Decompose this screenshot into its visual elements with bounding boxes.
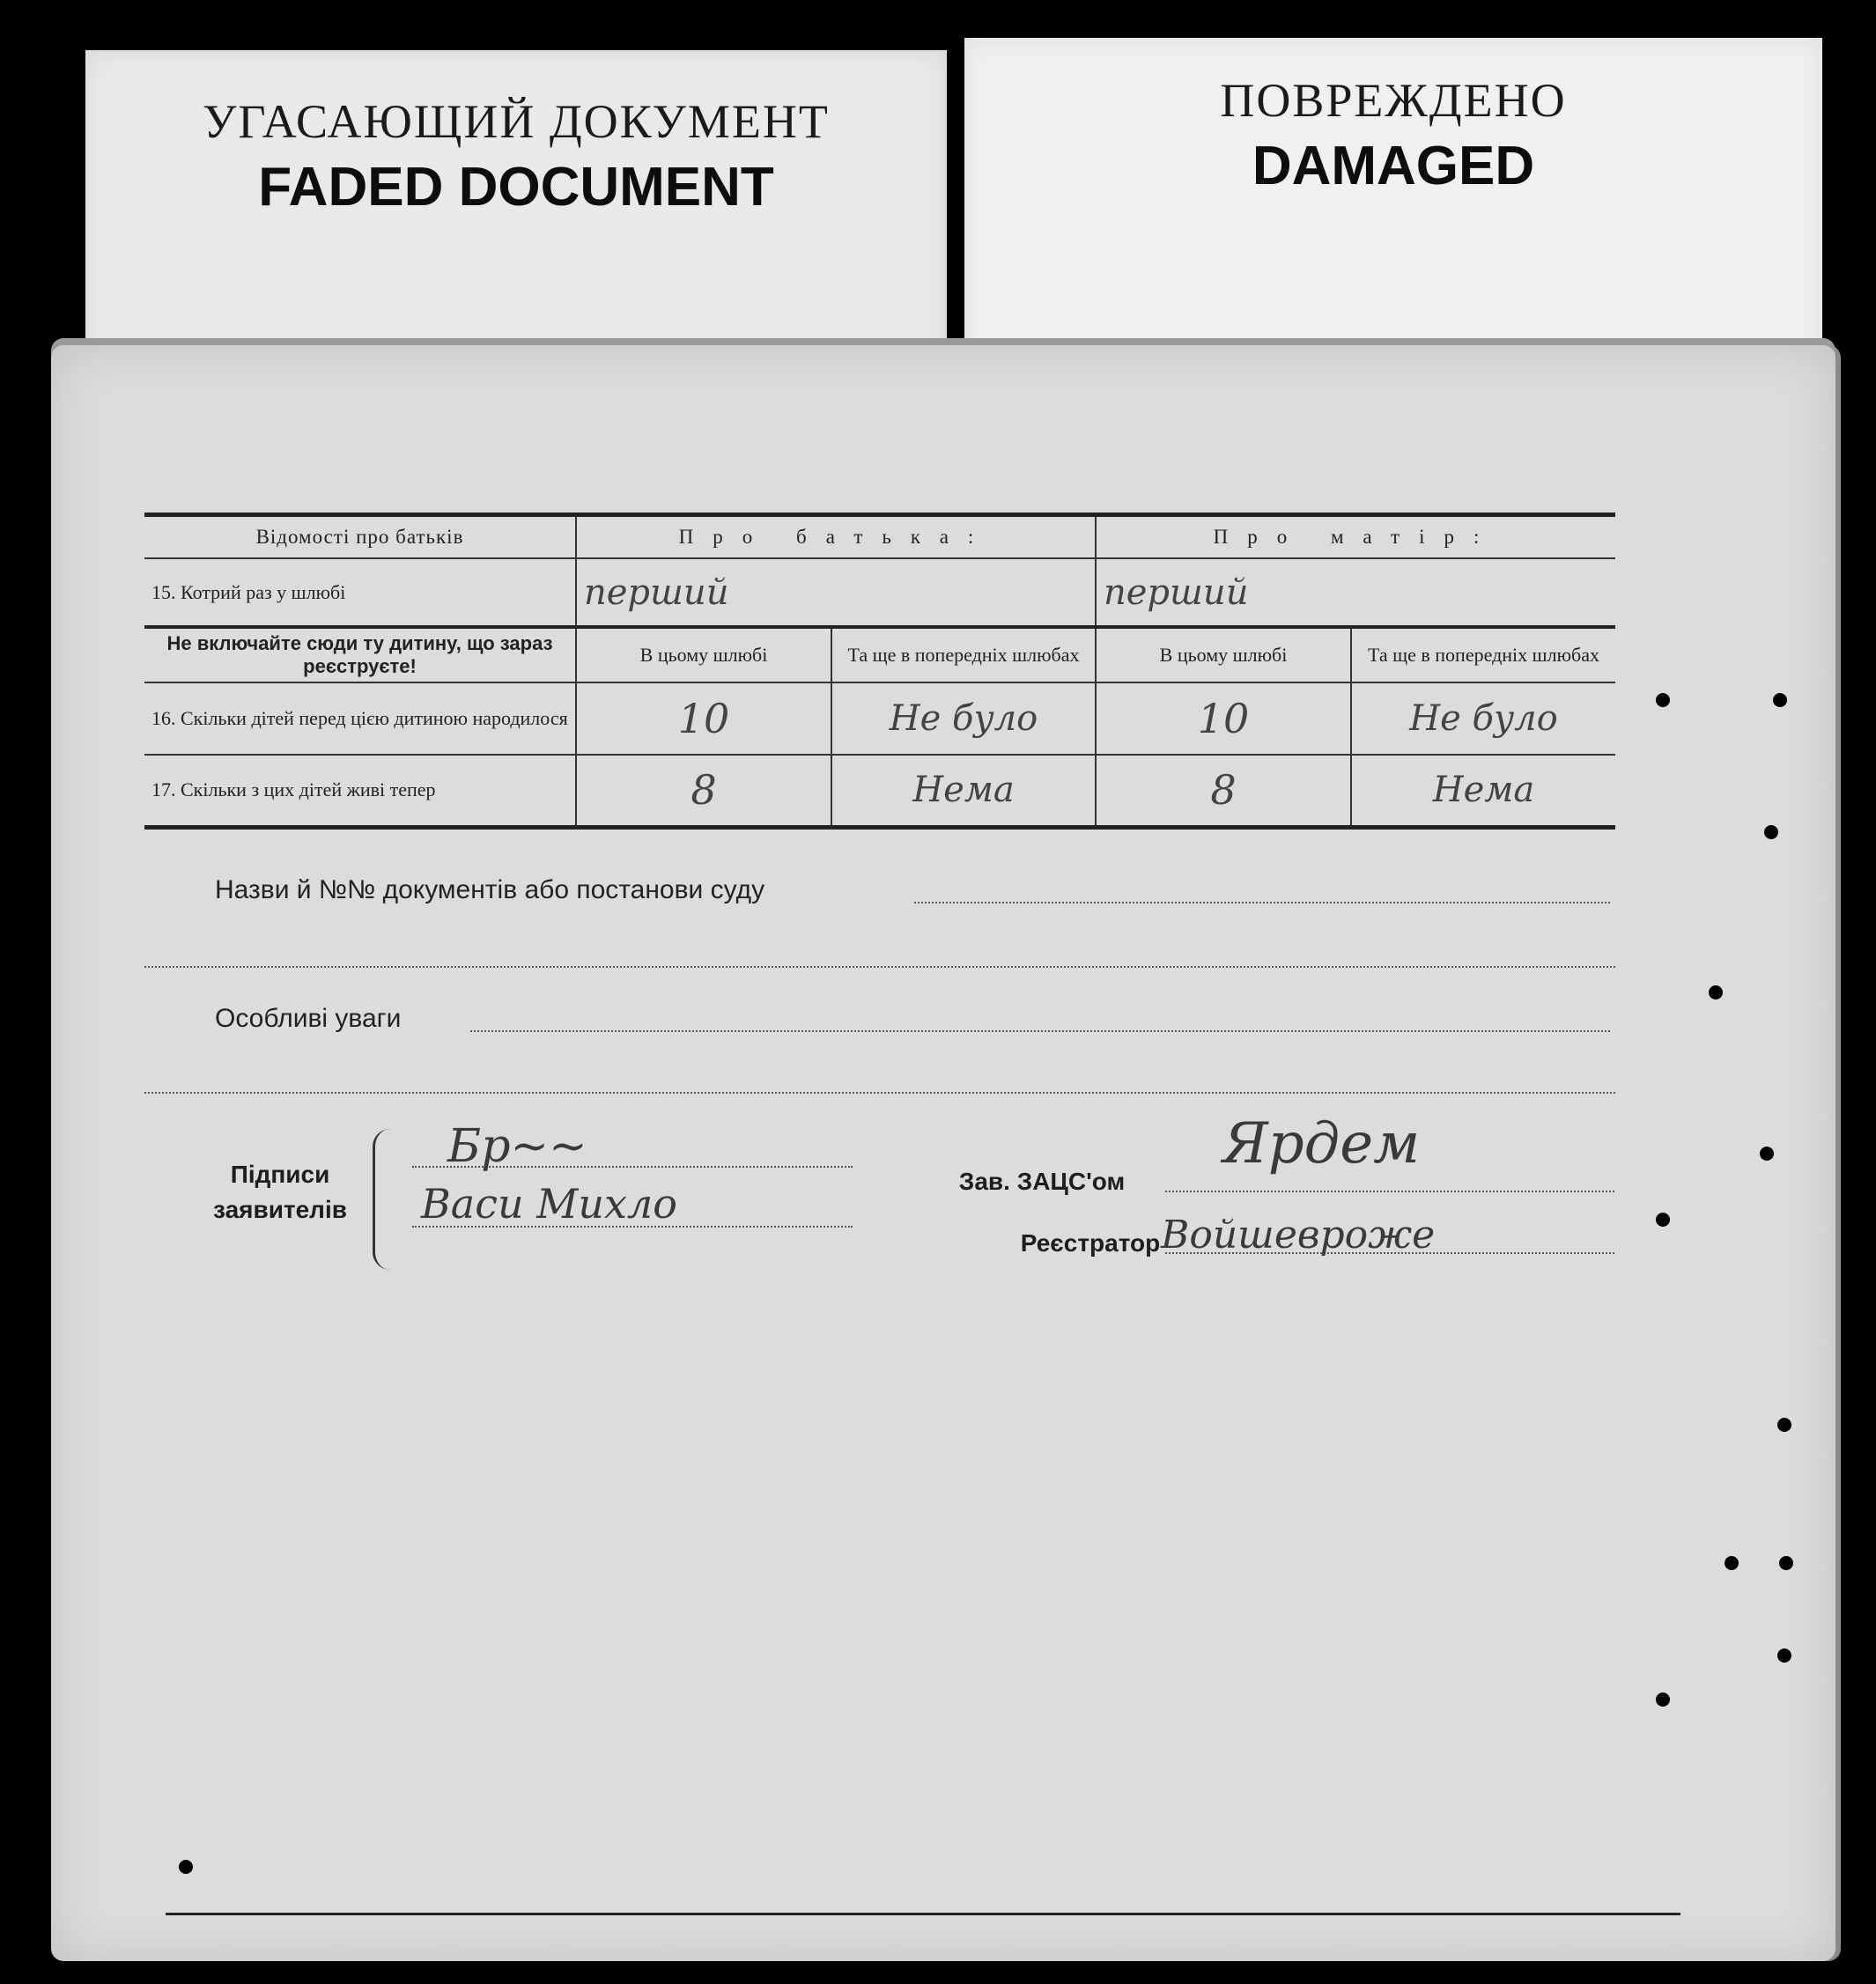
row16-mother-this: 10 [1197, 695, 1250, 742]
punch-hole [1777, 1418, 1791, 1432]
punch-hole [1656, 1213, 1670, 1227]
row16-label: 16. Скільки дітей перед цією дитиною народилося [144, 682, 576, 755]
documents-line [914, 902, 1610, 903]
head-signature-line [1165, 1191, 1614, 1192]
head-of-office-label: Зав. ЗАЦС'ом [958, 1168, 1126, 1195]
punch-hole [1777, 1648, 1791, 1663]
remarks-line-2 [144, 1092, 1615, 1094]
header-mother: Про матір: [1096, 515, 1615, 559]
header-father: Про батька: [576, 515, 1096, 559]
row16-father-this: 10 [677, 695, 730, 742]
exclude-child-note: Не включайте сюди ту дитину, що зараз реєструєте! [144, 627, 576, 682]
faded-document-card [85, 50, 947, 367]
row15-father-value: перший [584, 572, 729, 613]
page-bottom-rule [166, 1913, 1680, 1915]
row16-mother-prev: Не було [1409, 698, 1558, 739]
subheader-father-this-marriage: В цьому шлюбі [576, 627, 831, 682]
remarks-label: Особливі уваги [215, 1004, 402, 1033]
faded-card-english: FADED DOCUMENT [258, 157, 774, 218]
registrar-label: Реєстратор [1020, 1229, 1161, 1257]
documents-label: Назви й №№ документів або постанови суду [215, 875, 765, 904]
row17-mother-this: 8 [1210, 766, 1237, 815]
applicant-signature-2-image: Васи Михло [421, 1180, 677, 1228]
row17-father-this: 8 [691, 766, 717, 815]
punch-hole [1656, 1693, 1670, 1707]
row16-father-prev: Не було [889, 698, 1038, 739]
applicants-signatures-label: Підписи заявителів [213, 1161, 347, 1223]
damaged-card-english: DAMAGED [1252, 136, 1535, 196]
row17-label: 17. Скільки з цих дітей живі тепер [144, 755, 576, 827]
punch-hole [1656, 693, 1670, 707]
punch-hole [1779, 1556, 1793, 1570]
damaged-card-russian: ПОВРЕЖДЕНО [1220, 74, 1567, 127]
row17-mother-prev: Нема [1432, 770, 1535, 811]
punch-hole [1725, 1556, 1739, 1570]
applicant-signature-1-image: Бр~~ [447, 1120, 587, 1173]
punch-hole [179, 1860, 193, 1874]
row15-mother-value: перший [1104, 572, 1249, 613]
damaged-document-card [964, 38, 1822, 372]
subheader-father-previous: Та ще в попередніх шлюбах [831, 627, 1096, 682]
documents-line-2 [144, 966, 1615, 968]
punch-hole [1709, 985, 1723, 999]
parents-info-table [144, 513, 1615, 830]
subheader-mother-previous: Та ще в попередніх шлюбах [1351, 627, 1615, 682]
signature-brace [373, 1129, 393, 1270]
head-signature-image: Ярдем [1222, 1111, 1421, 1176]
subheader-mother-this-marriage: В цьому шлюбі [1096, 627, 1351, 682]
faded-card-russian: УГАСАЮЩИЙ ДОКУМЕНТ [203, 95, 830, 148]
remarks-line [470, 1030, 1610, 1032]
header-parents: Відомості про батьків [144, 515, 576, 559]
row15-label: 15. Котрий раз у шлюбі [144, 558, 576, 627]
registrar-signature-image: Войшевроже [1161, 1213, 1436, 1258]
punch-hole [1773, 693, 1787, 707]
row17-father-prev: Нема [912, 770, 1015, 811]
punch-hole [1764, 825, 1778, 839]
registry-page [51, 345, 1835, 1961]
punch-hole [1760, 1147, 1774, 1161]
